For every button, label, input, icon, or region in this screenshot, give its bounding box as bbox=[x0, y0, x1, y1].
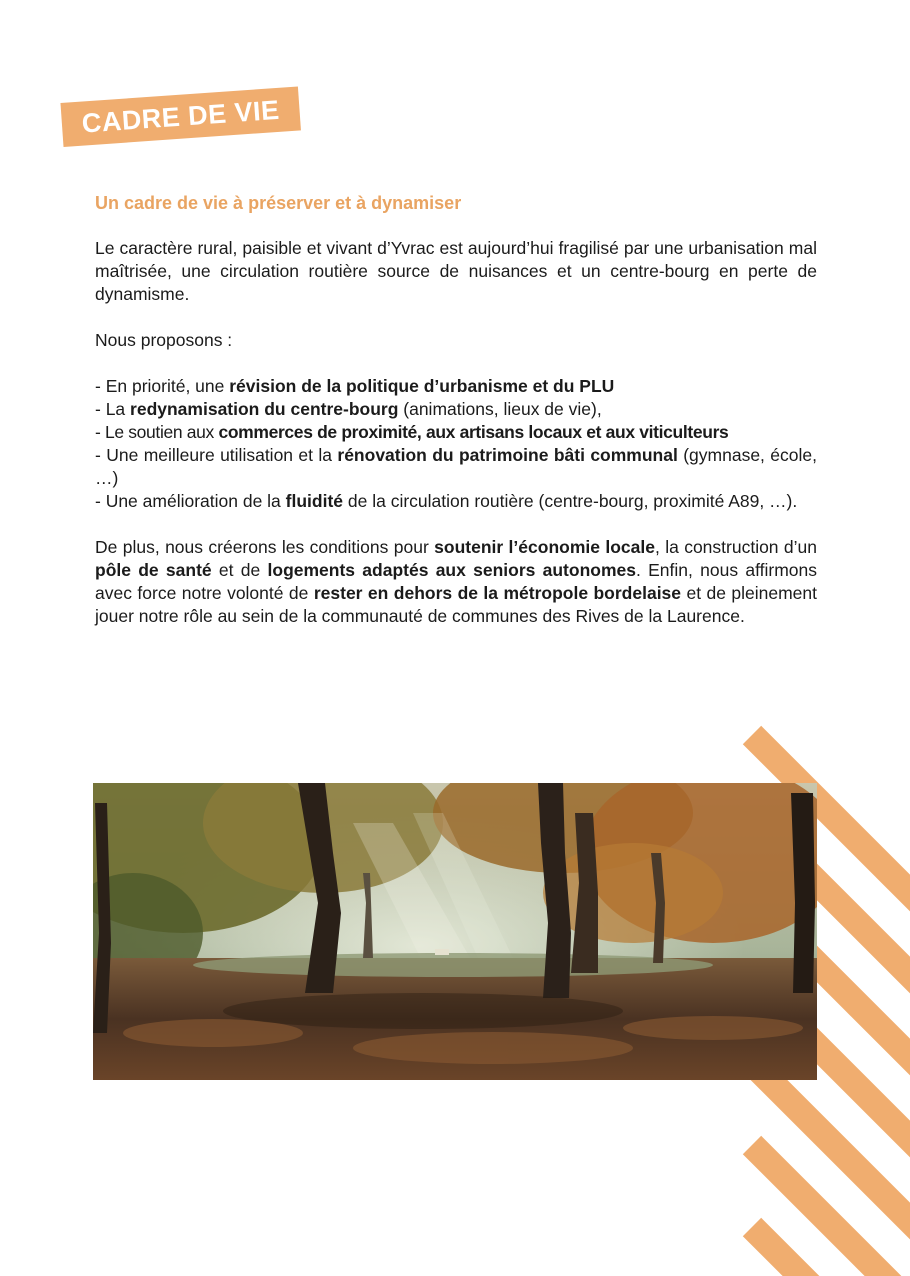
section-tag-label: CADRE DE VIE bbox=[80, 94, 281, 139]
intro-paragraph: Le caractère rural, paisible et vivant d’Yvrac est aujourd’hui fragilisé par une urbanisation mal maîtrisée, une circulation routière source de nuisances et un centre-bourg en perte de dynamisme. bbox=[95, 238, 817, 304]
list-item: - Une amélioration de la fluidité de la circulation routière (centre-bourg, proximité A89, …). bbox=[95, 491, 798, 511]
closing-paragraph: De plus, nous créerons les conditions pour soutenir l’économie locale, la construction d’un pôle de santé et de logements adaptés aux seniors autonomes. Enfin, nous affirmons avec force notre volonté de rester en dehors de la métropole bordelaise et de pleinement jouer notre rôle au sein de la communauté de communes des Rives de la Laurence. bbox=[95, 537, 818, 626]
photo-illustration bbox=[93, 783, 817, 1080]
list-item: - En priorité, une révision de la politique d’urbanisme et du PLU bbox=[95, 376, 615, 396]
proposals-label: Nous proposons : bbox=[95, 330, 233, 350]
list-item: - La redynamisation du centre-bourg (animations, lieux de vie), bbox=[95, 399, 602, 419]
main-content bbox=[95, 192, 817, 651]
page-subtitle: Un cadre de vie à préserver et à dynamiser bbox=[95, 193, 462, 213]
list-item: - Le soutien aux commerces de proximité, aux artisans locaux et aux viticulteurs bbox=[95, 422, 729, 442]
list-item: - Une meilleure utilisation et la rénovation du patrimoine bâti communal (gymnase, école, …) bbox=[95, 445, 818, 488]
proposals-list bbox=[95, 375, 817, 513]
autumn-park-photo bbox=[93, 783, 817, 1080]
